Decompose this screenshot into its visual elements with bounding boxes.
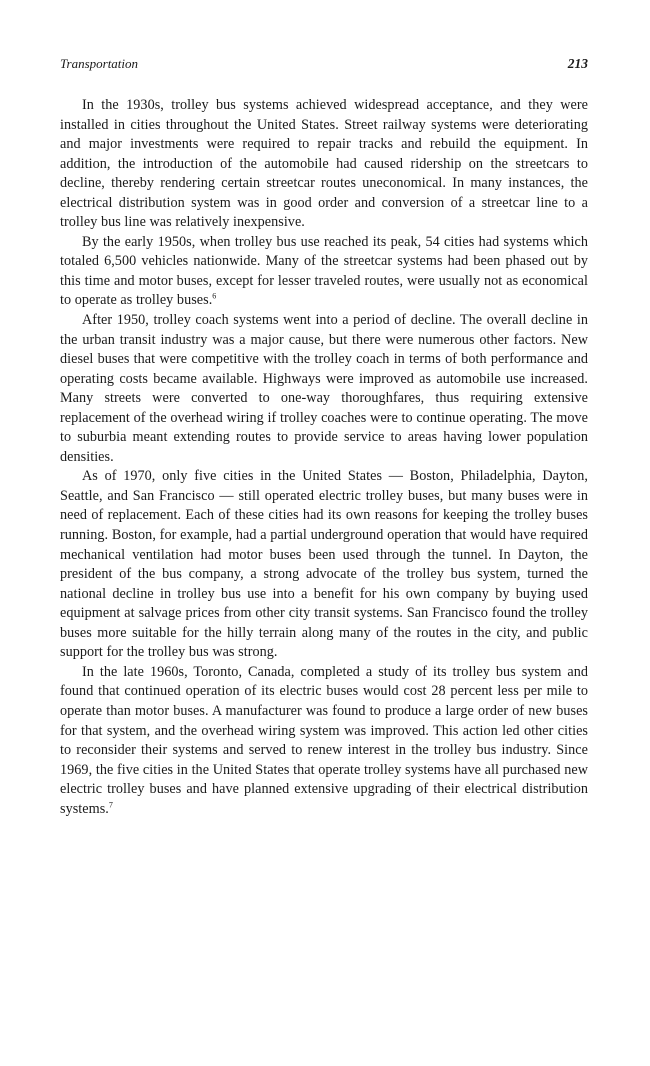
running-header: [60, 56, 588, 74]
paragraph-text: By the early 1950s, when trolley bus use reached its peak, 54 cities had systems which totaled 6,500 vehicles nationwide. Many of the streetcar systems had been phased out by this time and motor buses, except for lesser traveled routes, were usually not as economical to operate as trolley buses.: [60, 233, 588, 309]
running-title: Transportation: [60, 56, 139, 71]
book-page: [60, 56, 588, 819]
paragraph: [60, 96, 588, 233]
footnote-marker: 7: [108, 799, 113, 809]
paragraph: [60, 467, 588, 662]
paragraph: [60, 663, 588, 819]
page-number: 213: [567, 56, 588, 71]
footnote-marker: 6: [212, 291, 217, 301]
paragraph: [60, 233, 588, 311]
paragraph-text: In the late 1960s, Toronto, Canada, completed a study of its trolley bus system and found that continued operation of its electric buses would cost 28 percent less per mile to operate than motor buses. A manufacturer was found to produce a large order of new buses for that system, and the overhead wiring system was improved. This action led other cities to reconsider their systems and served to renew interest in the trolley bus industry. Since 1969, the five cities in the United States that operate trolley systems have all purchased new electric trolley buses and have planned extensive upgrading of their electrical distribution systems.: [60, 663, 588, 817]
paragraph: [60, 311, 588, 467]
body-text: [60, 96, 588, 819]
paragraph-text: In the 1930s, trolley bus systems achieved widespread acceptance, and they were installed in cities throughout the United States. Street railway systems were deteriorating and major investments were required to repair tracks and rebuild the equipment. In addition, the introduction of the automobile had caused ridership on the streetcars to decline, thereby rendering certain streetcar routes uneconomical. In many instances, the electrical distribution system was in good order and conversion of a streetcar line to a trolley bus line was relatively inexpensive.: [60, 97, 588, 231]
paragraph-text: After 1950, trolley coach systems went into a period of decline. The overall decline in the urban transit industry was a major cause, but there were numerous other factors. New diesel buses that were competitive with the trolley coach in terms of both performance and operating costs became available. Highways were improved as automobile use increased. Many streets were converted to one-way thoroughfares, thus requiring extensive replacement of the overhead wiring if trolley coaches were to continue operating. The move to suburbia meant extending routes to provide service to areas having lower population densities.: [60, 312, 588, 465]
paragraph-text: As of 1970, only five cities in the United States — Boston, Philadelphia, Dayton, Seattle, and San Francisco — still operated electric trolley buses, but many buses were in need of replacement. Each of these cities had its own reasons for keeping the trolley buses running. Boston, for example, had a partial underground operation that would have required mechanical ventilation had motor buses been used through the tunnel. In Dayton, the president of the bus company, a strong advocate of the trolley bus system, turned the national decline in trolley bus use into a benefit for his own company by buying used equipment at salvage prices from other city transit systems. San Francisco found the trolley buses more suitable for the hilly terrain along many of the routes in the city, and public support for the trolley bus was strong.: [60, 468, 588, 661]
